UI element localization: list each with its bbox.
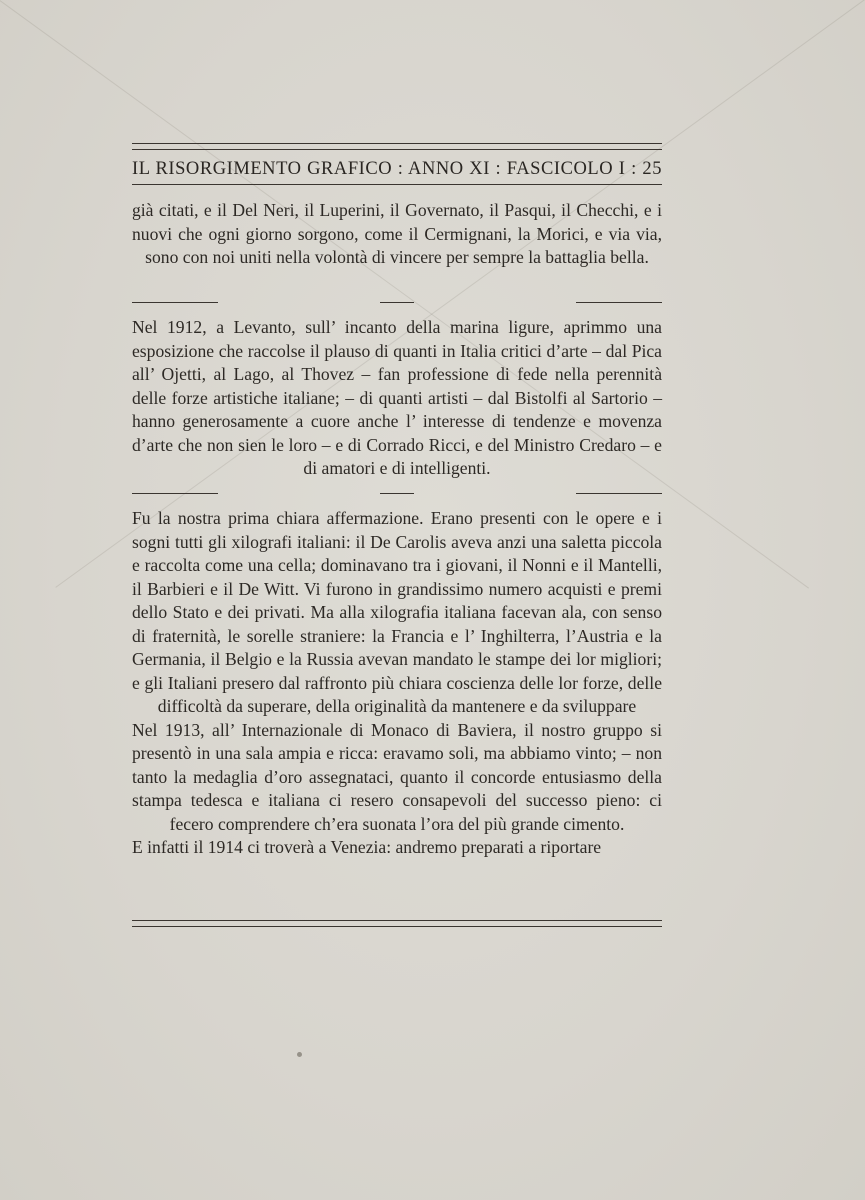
section-divider xyxy=(132,493,662,495)
running-header-text: IL RISORGIMENTO GRAFICO : ANNO XI : FASCICOLO I : 25 xyxy=(132,159,662,179)
divider-left-rule xyxy=(132,493,218,494)
faint-scan-line xyxy=(55,0,865,588)
paragraph-block-2 xyxy=(132,316,662,481)
header-top-rule xyxy=(132,143,662,150)
divider-center-rule xyxy=(380,493,414,494)
divider-center-rule xyxy=(380,302,414,303)
footer-rule xyxy=(132,920,662,927)
paragraph: già citati, e il Del Neri, il Luperini, il Governato, il Pasqui, il Checchi, e i nuovi che ogni giorno sorgono, come il Cermignani, la Morici, e via via, sono con noi uniti nella volontà di vincere per sempre la battaglia bella. xyxy=(132,200,662,267)
divider-right-rule xyxy=(576,302,662,303)
paragraph: Nel 1913, all’ Internazionale di Monaco di Baviera, il nostro gruppo si presentò in una sala ampia e ricca: eravamo soli, ma abbiamo vinto; – non tanto la medaglia d’oro assegnataci, quanto il concorde entusiasmo della stampa tedesca e italiana ci resero consapevoli del successo pieno: ci fecero comprendere ch’era suonata l’ora del più grande cimento. xyxy=(132,719,662,834)
paper-speck xyxy=(297,1052,302,1057)
paragraph-block-1 xyxy=(132,199,662,270)
running-header xyxy=(132,157,662,181)
divider-left-rule xyxy=(132,302,218,303)
faint-scan-line xyxy=(0,0,809,589)
section-divider xyxy=(132,302,662,304)
paragraph: E infatti il 1914 ci troverà a Venezia: andremo preparati a riportare xyxy=(132,837,602,857)
paragraph-block-3 xyxy=(132,507,662,860)
paragraph: Fu la nostra prima chiara affermazione. Erano presenti con le opere e i sogni tutti gli xilografi italiani: il De Carolis aveva anzi una saletta piccola e raccolta come una cella; dominavano tra i giovani, il Nonni e il Mantelli, il Barbieri e il De Witt. Vi furono in grandissimo numero acquisti e premi dello Stato e dei privati. Ma alla xilografia italiana facevan ala, con senso di fraternità, le sorelle straniere: la Francia e l’ Inghilterra, l’Austria e la Germania, il Belgio e la Russia avevan mandato le stampe dei lor migliori; e gli Italiani presero dal raffronto più chiara coscienza delle lor forze, delle difficoltà da superare, della originalità da mantenere e da sviluppare xyxy=(132,508,662,716)
header-bottom-rule xyxy=(132,184,662,185)
divider-right-rule xyxy=(576,493,662,494)
paragraph: Nel 1912, a Levanto, sull’ incanto della marina ligure, aprimmo una esposizione che raccolse il plauso di quanti in Italia critici d’arte – dal Pica all’ Ojetti, al Lago, al Thovez – fan professione di fede nella perennità delle forze artistiche italiane; – di quanti artisti – dal Bistolfi al Sartorio – hanno generosamente a cuore anche l’ interesse di tendenze e movenza d’arte che non sien le loro – e di Corrado Ricci, e del Ministro Credaro – e di amatori e di intelligenti. xyxy=(132,317,662,478)
